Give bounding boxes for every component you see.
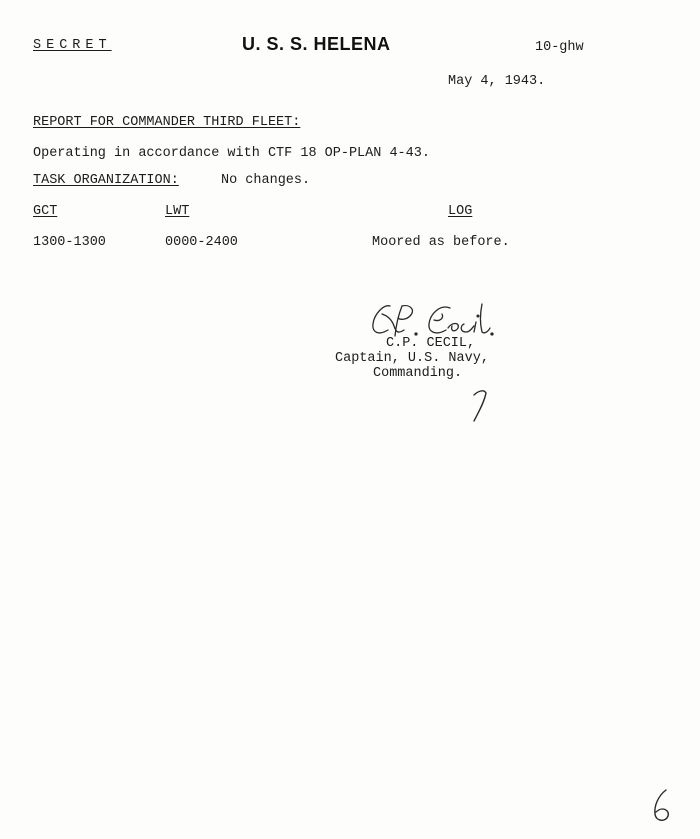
signatory-role: Commanding.	[373, 366, 463, 381]
handwritten-mark	[462, 387, 492, 427]
task-organization-value: No changes.	[221, 173, 311, 188]
column-header-lwt: LWT	[165, 204, 190, 219]
task-organization-label: TASK ORGANIZATION:	[33, 173, 179, 188]
handwritten-page-number	[646, 786, 676, 826]
log-row-lwt: 0000-2400	[165, 235, 238, 250]
ship-name-heading: U. S. S. HELENA	[242, 34, 391, 54]
signatory-name: C.P. CECIL,	[386, 336, 476, 351]
log-row-entry: Moored as before.	[372, 235, 510, 250]
column-header-log: LOG	[448, 204, 473, 219]
classification-marking: SECRET	[33, 38, 112, 53]
signatory-rank: Captain, U.S. Navy,	[335, 351, 489, 366]
reference-code: 10-ghw	[535, 40, 584, 55]
report-heading: REPORT FOR COMMANDER THIRD FLEET:	[33, 115, 301, 130]
column-header-gct: GCT	[33, 204, 58, 219]
operating-statement: Operating in accordance with CTF 18 OP-PLAN 4-43.	[33, 146, 430, 161]
log-row-gct: 1300-1300	[33, 235, 106, 250]
report-date: May 4, 1943.	[448, 74, 546, 89]
